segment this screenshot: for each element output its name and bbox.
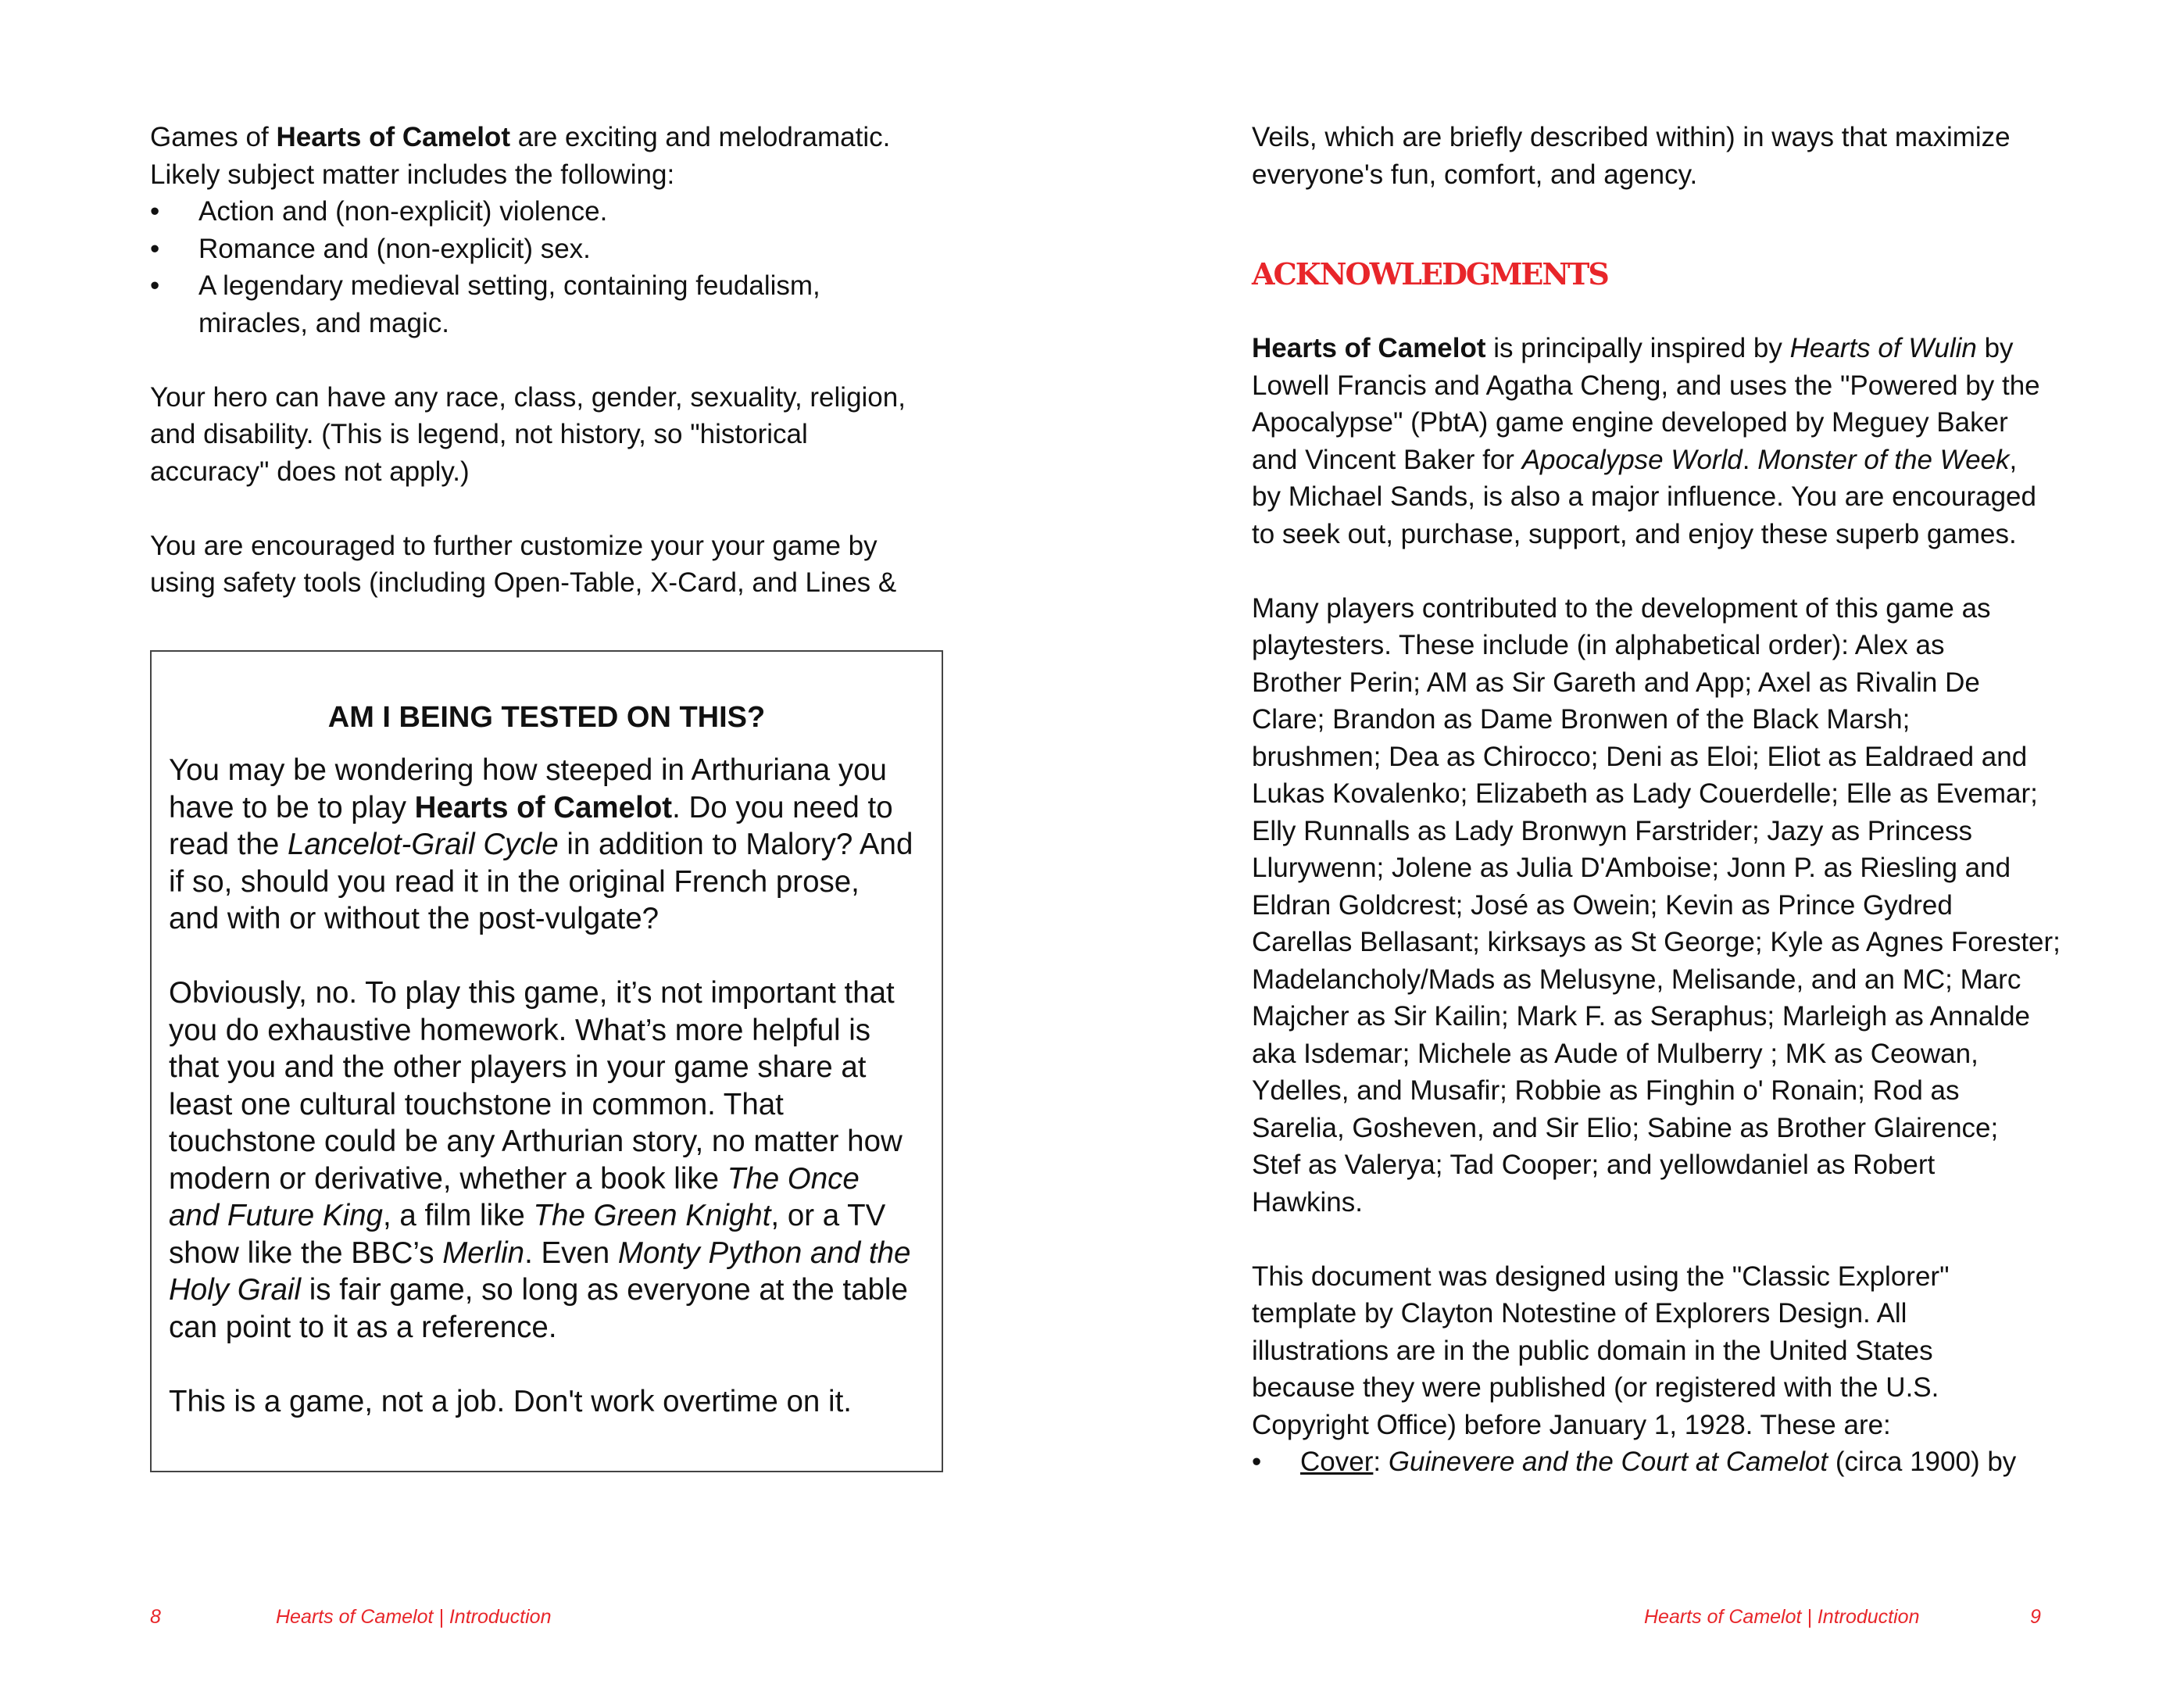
bullet-icon: •: [1252, 1447, 1262, 1477]
continued-text: Veils, which are briefly described within) in ways that maximize everyone's fun, comfort, and agency.: [1252, 122, 2011, 190]
bullet-icon: •: [150, 270, 160, 301]
hero-paragraph: Your hero can have any race, class, gender, sexuality, religion, and disability. (This is legend, not history, so "historical accuracy" does not apply.): [150, 381, 906, 487]
sidebar-paragraph-3: This is a game, not a job. Don't work overtime on it.: [169, 1384, 852, 1418]
sidebar-paragraph-1: You may be wondering how steeped in Arthuriana you have to be to play Hearts of Camelot. Do you need to read the Lancelot-Grail Cycle in addition to Malory? And if so, should you read it in the original French prose, and with or without the post-vulgate?: [169, 753, 913, 935]
sidebar-paragraph-2: Obviously, no. To play this game, it’s not important that you do exhaustive homework. What’s more helpful is that you and the other players in your game share at least one cultural touchstone in common. That touchstone could be any Arthurian story, no matter how modern or derivative, whether a book like The Once and Future King, a film like The Green Knight, or a TV show like the BBC’s Merlin. Even Monty Python and the Holy Grail is fair game, so long as everyone at the table can point to it as a reference.: [169, 976, 911, 1344]
acknowledgments-body: [1252, 330, 2111, 1481]
inspiration-paragraph: Hearts of Camelot is principally inspired by Hearts of Wulin by Lowell Francis and Agatha Cheng, and uses the "Powered by the Apocalypse" (PbtA) game engine developed by Meguey Baker and Vincent Baker for Apocalypse World. Monster of the Week, by Michael Sands, is also a major influence. You are encouraged to seek out, purchase, support, and enjoy these superb games.: [1252, 333, 2040, 549]
playtesters-paragraph: Many players contributed to the development of this game as playtesters. These include (in alphabetical order): Alex as Brother Perin; AM as Sir Gareth and App; Axel as Rivalin De Clare; Brandon as Dame Bronwen of the Black Marsh; brushmen; Dea as Chirocco; Deni as Eloi; Eliot as Ealdraed and Lukas Kovalenko; Elizabeth as Lady Couerdelle; Elle as Evemar; Elly Runnalls as Lady Bronwyn Farstrider; Jazy as Princess Llurywenn; Jolene as Julia D'Amboise; Jonn P. as Riesling and Eldran Goldcrest; José as Owein; Kevin as Prince Gydred Carellas Bellasant; kirksays as St George; Kyle as Agnes Forester; Madelancholy/Mads as Melusyne, Melisande, and an MC; Marc Majcher as Sir Kailin; Mark F. as Seraphus; Marleigh as Annalde aka Isdemar; Michele as Aude of Mulberry ; MK as Ceowan, Ydelles, and Musafir; Robbie as Finghin o' Ronain; Rod as Sarelia, Gosheven, and Sir Elio; Sabine as Brother Glairence; Stef as Valerya; Tad Cooper; and yellowdaniel as Robert Hawkins.: [1252, 592, 2061, 1218]
bullet-icon: •: [150, 233, 160, 264]
left-intro-block: [150, 119, 978, 602]
sidebar-title: AM I BEING TESTED ON THIS?: [327, 701, 766, 734]
safety-tools-paragraph: You are encouraged to further customize your your game by using safety tools (including Open-Table, X-Card, and Lines &: [150, 530, 897, 598]
list-item: • A legendary medieval setting, containing feudalism, miracles, and magic.: [150, 267, 978, 342]
game-title-bold: Hearts of Camelot: [276, 122, 510, 152]
right-page: [1092, 0, 2184, 1688]
page-number-left: 8: [150, 1606, 161, 1628]
list-item: • Romance and (non-explicit) sex.: [150, 231, 978, 268]
intro-paragraph: Games of Hearts of Camelot are exciting and melodramatic. Likely subject matter includes the following:: [150, 122, 891, 190]
design-credits-paragraph: This document was designed using the "Classic Explorer" template by Clayton Notestine of Explorers Design. All illustrations are in the public domain in the United States because they were published (or registered with the U.S. Copyright Office) before January 1, 1928. These are:: [1252, 1261, 1950, 1440]
sidebar-body: [169, 752, 924, 1420]
running-title-left: Hearts of Camelot | Introduction: [276, 1606, 552, 1628]
running-title-right: Hearts of Camelot | Introduction: [1644, 1606, 1920, 1628]
subject-matter-list: [150, 193, 978, 342]
sidebar-box: [150, 650, 943, 1472]
list-item: • Cover: Guinevere and the Court at Camelot (circa 1900) by: [1252, 1443, 2111, 1481]
page-number-right: 9: [2030, 1606, 2041, 1628]
bullet-icon: •: [150, 196, 160, 227]
cover-credit-label: Cover: [1300, 1447, 1374, 1477]
list-item: • Action and (non-explicit) violence.: [150, 193, 978, 231]
illustration-credits-list: [1252, 1443, 2111, 1481]
acknowledgments-heading: ACKNOWLEDGMENTS: [1252, 256, 1608, 291]
